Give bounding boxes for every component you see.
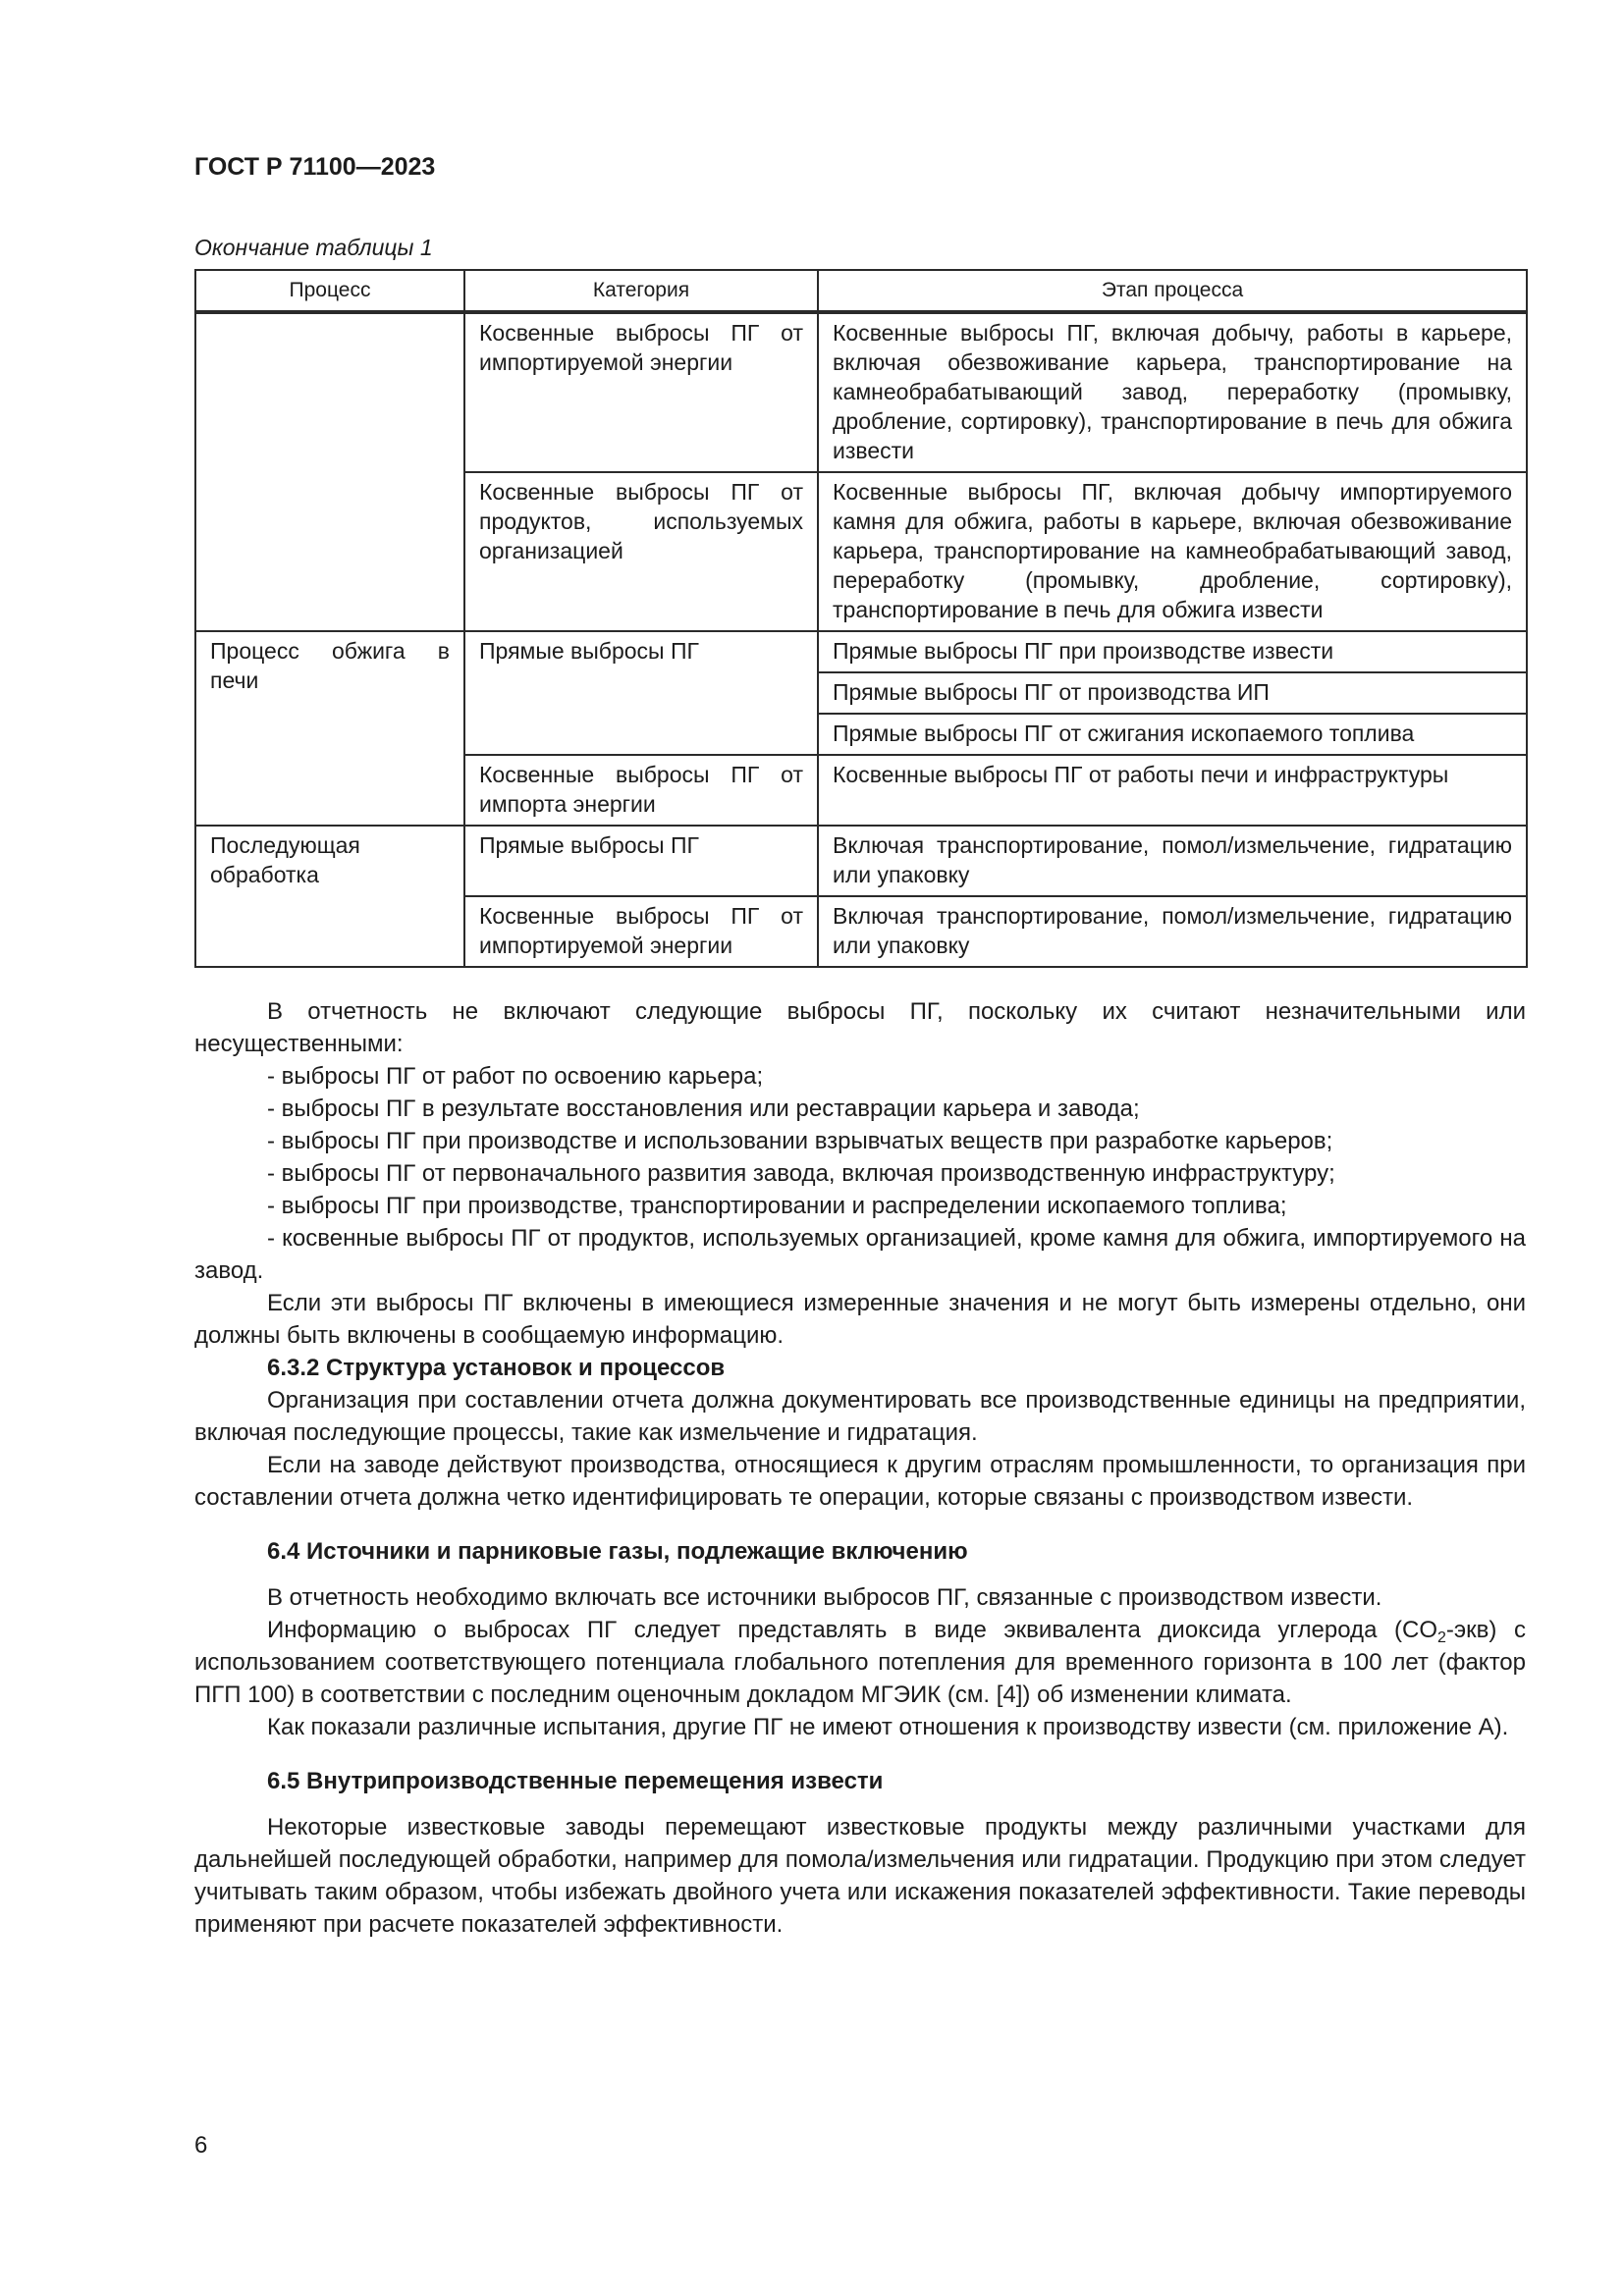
table-cell-stage: Включая транспортирование, помол/измельчение, гидратацию или упаковку xyxy=(818,826,1527,896)
table-cell-category: Косвенные выбросы ПГ от импортируемой энергии xyxy=(464,896,818,967)
paragraph: Как показали различные испытания, другие ПГ не имеют отношения к производству извести (см. приложение А). xyxy=(267,1714,1509,1740)
table-cell-category: Прямые выбросы ПГ xyxy=(464,826,818,896)
page xyxy=(194,147,1526,1941)
column-header-stage: Этап процесса xyxy=(818,270,1527,312)
subscript: 2 xyxy=(1437,1629,1446,1646)
table-cell-process: Процесс обжига в печи xyxy=(195,631,464,826)
list-item: - выбросы ПГ при производстве, транспортировании и распределении ископаемого топлива; xyxy=(267,1193,1287,1219)
table-cell-stage: Косвенные выбросы ПГ, включая добычу, работы в карьере, включая обезвоживание карьера, транспортирование на камнеобрабатывающий завод, переработку (промывку, дробление, сортировку), транспортирование в печь для обжига извести xyxy=(818,312,1527,472)
paragraph xyxy=(194,1614,1526,1711)
list-item: - косвенные выбросы ПГ от продуктов, используемых организацией, кроме камня для обжига, импортируемого на завод. xyxy=(194,1225,1526,1284)
paragraph: Если на заводе действуют производства, относящиеся к другим отраслям промышленности, то организация при составлении отчета должна четко идентифицировать те операции, которые связаны с производством извести. xyxy=(194,1452,1526,1511)
paragraph: В отчетность необходимо включать все источники выбросов ПГ, связанные с производством извести. xyxy=(267,1584,1382,1611)
table-row xyxy=(195,826,1527,896)
text-run: -экв) с использованием соответствующего потенциала глобального потепления для временного горизонта в 100 лет (фактор ПГП 100) в соответствии с последним оценочным докладом МГЭИК (см. [4]) об изменении климата. xyxy=(194,1617,1527,1708)
table-cell-process: Последующая обработка xyxy=(195,826,464,967)
section-heading-6-5: 6.5 Внутрипроизводственные перемещения извести xyxy=(267,1768,884,1794)
table-row xyxy=(195,312,1527,472)
text-run: Информацию о выбросах ПГ следует представлять в виде эквивалента диоксида углерода (CO xyxy=(267,1617,1438,1643)
paragraph: В отчетность не включают следующие выбросы ПГ, поскольку их считают незначительными или несущественными: xyxy=(194,998,1526,1057)
table-cell-stage: Косвенные выбросы ПГ, включая добычу импортируемого камня для обжига, работы в карьере, включая обезвоживание карьера, транспортирование на камнеобрабатывающий завод, переработку (промывку, дробление, сортировку), транспортирование в печь для обжига извести xyxy=(818,472,1527,631)
list-item: - выбросы ПГ в результате восстановления или реставрации карьера и завода; xyxy=(267,1095,1140,1122)
table-cell-category: Прямые выбросы ПГ xyxy=(464,631,818,755)
paragraph: Организация при составлении отчета должна документировать все производственные единицы на предприятии, включая последующие процессы, такие как измельчение и гидратация. xyxy=(194,1387,1526,1446)
table-cell-stage: Включая транспортирование, помол/измельчение, гидратацию или упаковку xyxy=(818,896,1527,967)
paragraph: Некоторые известковые заводы перемещают известковые продукты между различными участками для дальнейшей последующей обработки, например для помола/измельчения или гидратации. Продукцию при этом следует учитывать таким образом, чтобы избежать двойного учета или искажения показателей эффективности. Такие переводы применяют при расчете показателей эффективности. xyxy=(194,1814,1526,1938)
document-code: ГОСТ Р 71100—2023 xyxy=(194,153,436,181)
paragraph: Если эти выбросы ПГ включены в имеющиеся измеренные значения и не могут быть измерены отдельно, они должны быть включены в сообщаемую информацию. xyxy=(194,1290,1526,1349)
page-number: 6 xyxy=(194,2132,208,2159)
list-item: - выбросы ПГ от первоначального развития завода, включая производственную инфраструктуру; xyxy=(267,1160,1335,1187)
table-cell-stage: Прямые выбросы ПГ от производства ИП xyxy=(818,672,1527,714)
subsection-heading-6-3-2: 6.3.2 Структура установок и процессов xyxy=(267,1355,726,1381)
table-cell-category: Косвенные выбросы ПГ от продуктов, используемых организацией xyxy=(464,472,818,631)
table-header-row xyxy=(195,270,1527,312)
table-cell-category: Косвенные выбросы ПГ от импортируемой энергии xyxy=(464,312,818,472)
column-header-process: Процесс xyxy=(195,270,464,312)
table-row xyxy=(195,631,1527,672)
table-cell-process-empty xyxy=(195,312,464,631)
body-text xyxy=(194,995,1526,1941)
table-cell-category: Косвенные выбросы ПГ от импорта энергии xyxy=(464,755,818,826)
column-header-category: Категория xyxy=(464,270,818,312)
table-cell-stage: Прямые выбросы ПГ при производстве извести xyxy=(818,631,1527,672)
table-cell-stage: Прямые выбросы ПГ от сжигания ископаемого топлива xyxy=(818,714,1527,755)
table-caption: Окончание таблицы 1 xyxy=(194,235,433,260)
section-heading-6-4: 6.4 Источники и парниковые газы, подлежащие включению xyxy=(267,1538,968,1565)
list-item: - выбросы ПГ при производстве и использовании взрывчатых веществ при разработке карьеров; xyxy=(267,1128,1333,1154)
list-item: - выбросы ПГ от работ по освоению карьера; xyxy=(267,1063,764,1090)
table-cell-stage: Косвенные выбросы ПГ от работы печи и инфраструктуры xyxy=(818,755,1527,826)
emissions-table xyxy=(194,269,1528,968)
